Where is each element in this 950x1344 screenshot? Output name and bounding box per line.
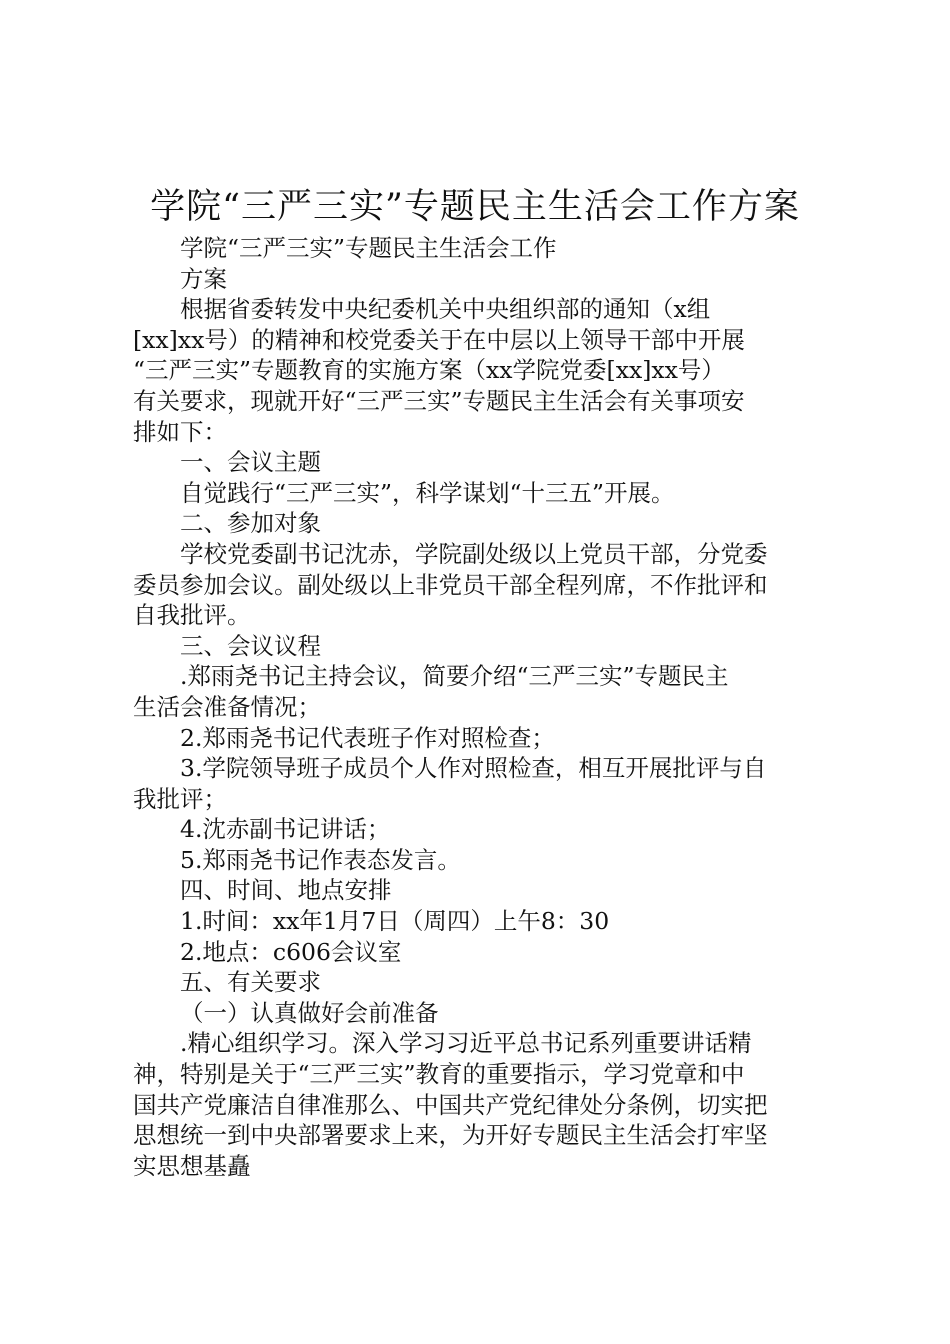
text-line: 自我批评。	[133, 601, 251, 630]
text-line: 根据省委转发中央纪委机关中央组织部的通知（x组	[180, 295, 711, 324]
text-line: 2.郑雨尧书记代表班子作对照检查；	[180, 723, 555, 752]
text-line: （一）认真做好会前准备	[180, 998, 439, 1027]
text-line: 我批评；	[133, 784, 227, 813]
text-line: 思想统一到中央部署要求上来，为开好专题民主生活会打牢坚	[133, 1121, 768, 1150]
text-line: 1.时间：xx年1月7日（周四）上午8：30	[180, 907, 610, 936]
document-body	[133, 233, 823, 1181]
text-line: 学校党委副书记沈赤，学院副处级以上党员干部，分党委	[180, 539, 768, 568]
text-line: .郑雨尧书记主持会议，简要介绍“三严三实”专题民主	[180, 662, 729, 691]
document-title: 学院“三严三实”专题民主生活会工作方案	[150, 187, 800, 227]
text-line: 5.郑雨尧书记作表态发言。	[180, 845, 461, 874]
text-line: “三严三实”专题教育的实施方案（xx学院党委[xx]xx号）	[133, 356, 725, 385]
text-line: 方案	[180, 264, 227, 293]
text-line: 排如下：	[133, 417, 227, 446]
text-line: 三、会议议程	[180, 631, 321, 660]
text-line: 实思想基矗	[133, 1151, 251, 1180]
text-line: 神，特别是关于“三严三实”教育的重要指示，学习党章和中	[133, 1060, 745, 1089]
text-line: 委员参加会议。副处级以上非党员干部全程列席，不作批评和	[133, 570, 768, 599]
text-line: 四、时间、地点安排	[180, 876, 392, 905]
text-line: 学院“三严三实”专题民主生活会工作	[180, 234, 557, 262]
text-line: 五、有关要求	[180, 968, 321, 997]
text-line: 有关要求，现就开好“三严三实”专题民主生活会有关事项安	[133, 386, 745, 415]
text-line: 自觉践行“三严三实”，科学谋划“十三五”开展。	[180, 478, 675, 507]
text-line: 生活会准备情况；	[133, 692, 321, 721]
text-line: 3.学院领导班子成员个人作对照检查，相互开展批评与自	[180, 754, 767, 783]
text-line: 二、参加对象	[180, 509, 321, 538]
text-line: [xx]xx号）的精神和校党委关于在中层以上领导干部中开展	[133, 325, 745, 354]
text-line: 4.沈赤副书记讲话；	[180, 815, 391, 844]
text-line: .精心组织学习。深入学习习近平总书记系列重要讲话精	[180, 1029, 752, 1058]
text-line: 国共产党廉洁自律准那么、中国共产党纪律处分条例，切实把	[133, 1090, 768, 1119]
text-line: 2.地点：c606会议室	[180, 937, 402, 966]
text-line: 一、会议主题	[180, 448, 321, 477]
